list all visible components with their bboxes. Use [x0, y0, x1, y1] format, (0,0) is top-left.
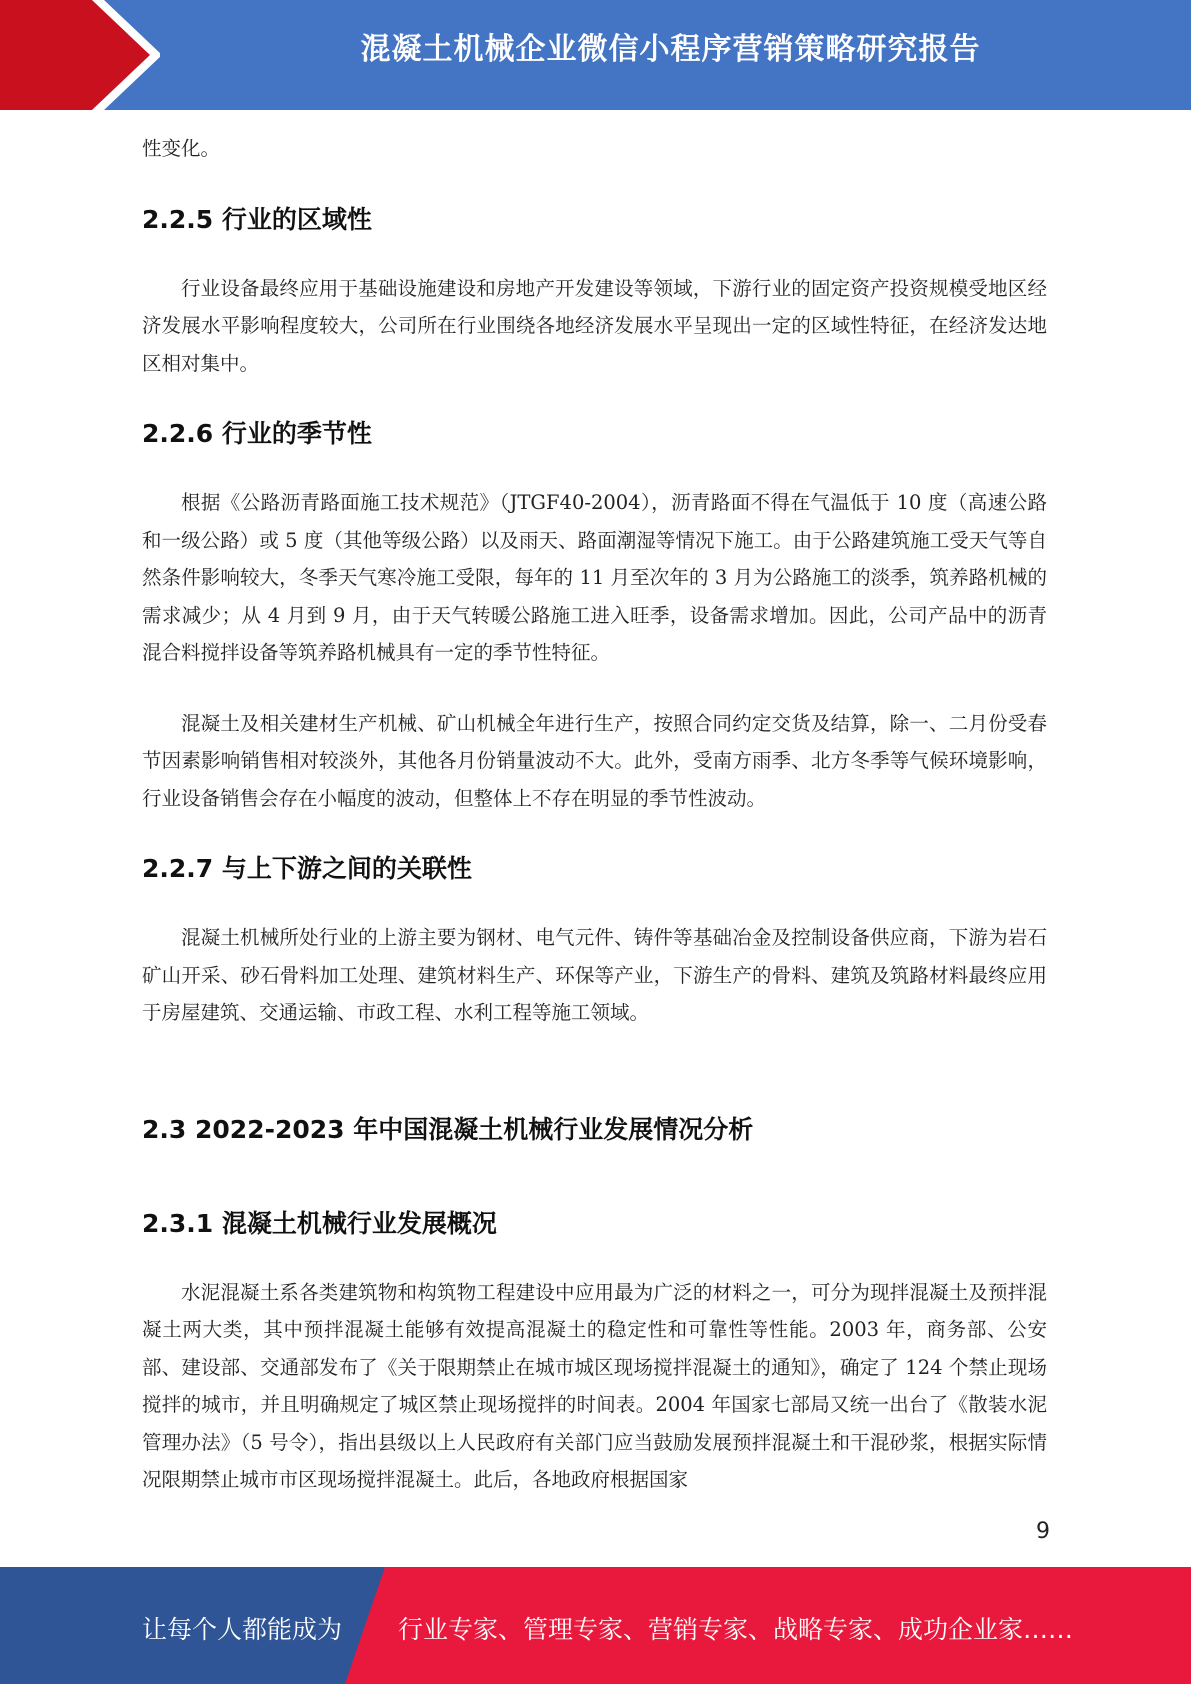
- page-number: 9: [1036, 1519, 1050, 1544]
- paragraph-2-2-7: 混凝土机械所处行业的上游主要为钢材、电气元件、铸件等基础冶金及控制设备供应商，下游为岩石矿山开采、砂石骨料加工处理、建筑材料生产、环保等产业，下游生产的骨料、建筑及筑路材料最终应用于房屋建筑、交通运输、市政工程、水利工程等施工领域。: [142, 926, 1047, 1024]
- footer-slogan-right: 行业专家、管理专家、营销专家、战略专家、成功企业家……: [398, 1615, 1074, 1644]
- report-title: 混凝土机械企业微信小程序营销策略研究报告: [360, 32, 981, 67]
- paragraph-2-2-5: 行业设备最终应用于基础设施建设和房地产开发建设等领域，下游行业的固定资产投资规模受地区经济发展水平影响程度较大，公司所在行业围绕各地经济发展水平呈现出一定的区域性特征，在经济发达地区相对集中。: [142, 276, 1047, 375]
- footer-slogan-left: 让每个人都能成为: [142, 1615, 343, 1644]
- paragraph-2-2-6-b: 混凝土及相关建材生产机械、矿山机械全年进行生产，按照合同约定交货及结算，除一、二月份受春节因素影响销售相对较淡外，其他各月份销量波动不大。此外，受南方雨季、北方冬季等气候环境影响，行业设备销售会存在小幅度的波动，但整体上不存在明显的季节性波动。: [142, 711, 1047, 810]
- heading-2-3: 2.3 2022-2023 年中国混凝土机械行业发展情况分析: [142, 1114, 754, 1144]
- paragraph-2-2-6-a: 根据《公路沥青路面施工技术规范》（JTGF40-2004），沥青路面不得在气温低于 10 度（高速公路和一级公路）或 5 度（其他等级公路）以及雨天、路面潮湿等情况下施工。由于公路建筑施工受天气等自然条件影响较大，冬季天气寒冷施工受限，每年的 11 月至次年的 3 月为公路施工的淡季，筑养路机械的需求减少；从 4 月到 9 月，由于天气转暖公路施工进入旺季，设备需求增加。因此，公司产品中的沥青混合料搅拌设备等筑养路机械具有一定的季节性特征。: [142, 491, 1047, 664]
- header-red-shape: [0, 0, 150, 110]
- header-red-chevron: [0, 0, 160, 110]
- continued-paragraph: 性变化。: [142, 137, 221, 160]
- paragraph-2-3-1: 水泥混凝土系各类建筑物和构筑物工程建设中应用最为广泛的材料之一，可分为现拌混凝土及预拌混凝土两大类，其中预拌混凝土能够有效提高混凝土的稳定性和可靠性等性能。2003 年，商务部、公安部、建设部、交通部发布了《关于限期禁止在城市城区现场搅拌混凝土的通知》，确定了 124 个禁止现场搅拌的城市，并且明确规定了城区禁止现场搅拌的时间表。2004 年国家七部局又统一出台了《散装水泥管理办法》（5 号令），指出县级以上人民政府有关部门应当鼓励发展预拌混凝土和干混砂浆，根据实际情况限期禁止城市市区现场搅拌混凝土。此后，各地政府根据国家: [142, 1280, 1047, 1491]
- heading-2-2-7: 2.2.7 与上下游之间的关联性: [142, 854, 472, 883]
- heading-2-3-1: 2.3.1 混凝土机械行业发展概况: [142, 1208, 497, 1238]
- heading-2-2-5: 2.2.5 行业的区域性: [142, 204, 372, 234]
- page-content: [142, 130, 1047, 1499]
- heading-2-2-6: 2.2.6 行业的季节性: [142, 419, 372, 448]
